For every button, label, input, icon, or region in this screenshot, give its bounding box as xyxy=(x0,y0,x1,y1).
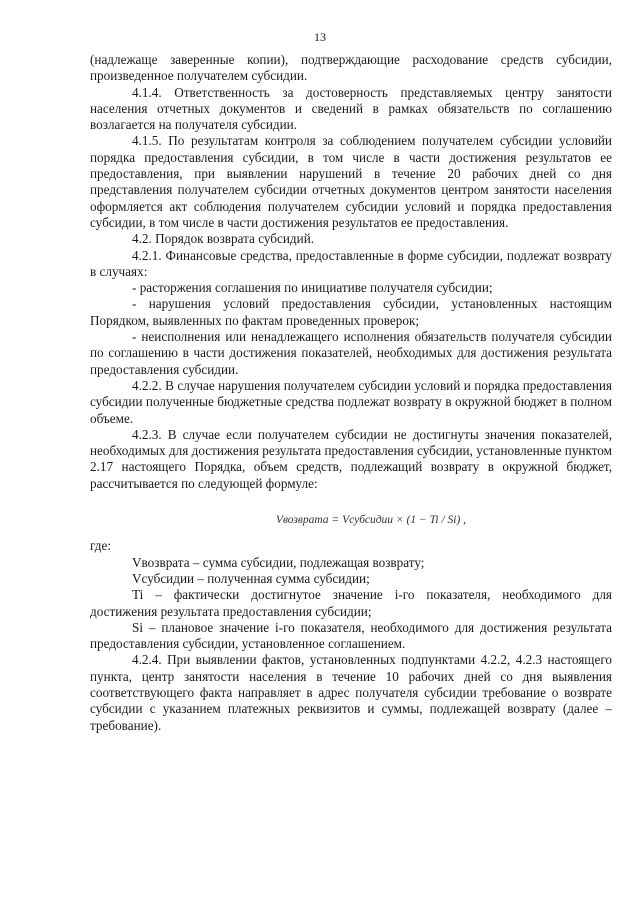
document-body xyxy=(90,52,612,734)
definition-v-refund: Vвозврата – сумма субсидии, подлежащая возврату; xyxy=(132,554,425,570)
paragraph-4-2-3: 4.2.3. В случае если получателем субсидии не достигнуты значения показателей, необходимых для достижения результата предоставления субсидии, установленные пунктом 2.17 настоящего Порядка, объем средств, подлежащий возврату в окружной бюджет, рассчитывается по следующей формуле: xyxy=(90,426,612,491)
paragraph-4-1-4: 4.1.4. Ответственность за достоверность представляемых центру занятости населения отчетных документов и сведений в рамках обязательств по соглашению возлагается на получателя субсидии. xyxy=(90,84,612,133)
list-item-nonfulfillment: - неисполнения или ненадлежащего исполнения обязательств получателя субсидии по соглашению в части достижения показателей, необходимых для достижения результата предоставления субсидии. xyxy=(90,329,612,377)
list-item-violation: - нарушения условий предоставления субсидии, установленных настоящим Порядком, выявленных по фактам проведенных проверок; xyxy=(90,296,612,328)
definition-v-subsidy: Vсубсидии – полученная сумма субсидии; xyxy=(132,570,370,586)
paragraph-4-2-4: 4.2.4. При выявлении фактов, установленных подпунктами 4.2.2, 4.2.3 настоящего пункта, центр занятости населения в течение 10 рабочих дней со дня выявления соответствующего факта направляет в адрес получателя субсидии требование о возврате субсидии с указанием платежных реквизитов и суммы, подлежащей возврату (далее – требование). xyxy=(90,652,612,733)
list-item-termination: - расторжения соглашения по инициативе получателя субсидии; xyxy=(132,280,493,296)
paragraph-4-1-5: 4.1.5. По результатам контроля за соблюдением получателем субсидии условийи порядка предоставления субсидии, в том числе в части достижения результатов ее предоставления, при выявлении нарушений в течение 20 рабочих дней со дня представления получателем субсидии отчетных документов центром занятости населения оформляется акт соблюдения получателем субсидии условий и порядка предоставления субсидии, в том числе в части достижения результатов ее предоставления. xyxy=(90,133,612,230)
paragraph-4-2-1: 4.2.1. Финансовые средства, предоставленные в форме субсидии, подлежат возврату в случаях: xyxy=(90,247,612,279)
page-number: 13 xyxy=(314,30,326,44)
where-label: где: xyxy=(90,538,111,554)
section-heading-4-2: 4.2. Порядок возврата субсидий. xyxy=(132,231,315,247)
definition-si: Si – плановое значение i-го показателя, необходимого для достижения результата предоставления субсидии, установленное соглашением. xyxy=(90,619,612,652)
refund-formula: Vвозврата = Vсубсидии × (1 − Ti / Si) , xyxy=(275,514,467,527)
definition-ti: Ti – фактически достигнутое значение i-го показателя, необходимого для достижения результата предоставления субсидии; xyxy=(90,587,612,619)
paragraph-continuation: (надлежаще заверенные копии), подтверждающие расходование средств субсидии, произведенное получателем субсидии. xyxy=(90,52,612,84)
paragraph-4-2-2: 4.2.2. В случае нарушения получателем субсидии условий и порядка предоставления субсидии полученные бюджетные средства подлежат возврату в окружной бюджет в полном объеме. xyxy=(90,377,612,426)
